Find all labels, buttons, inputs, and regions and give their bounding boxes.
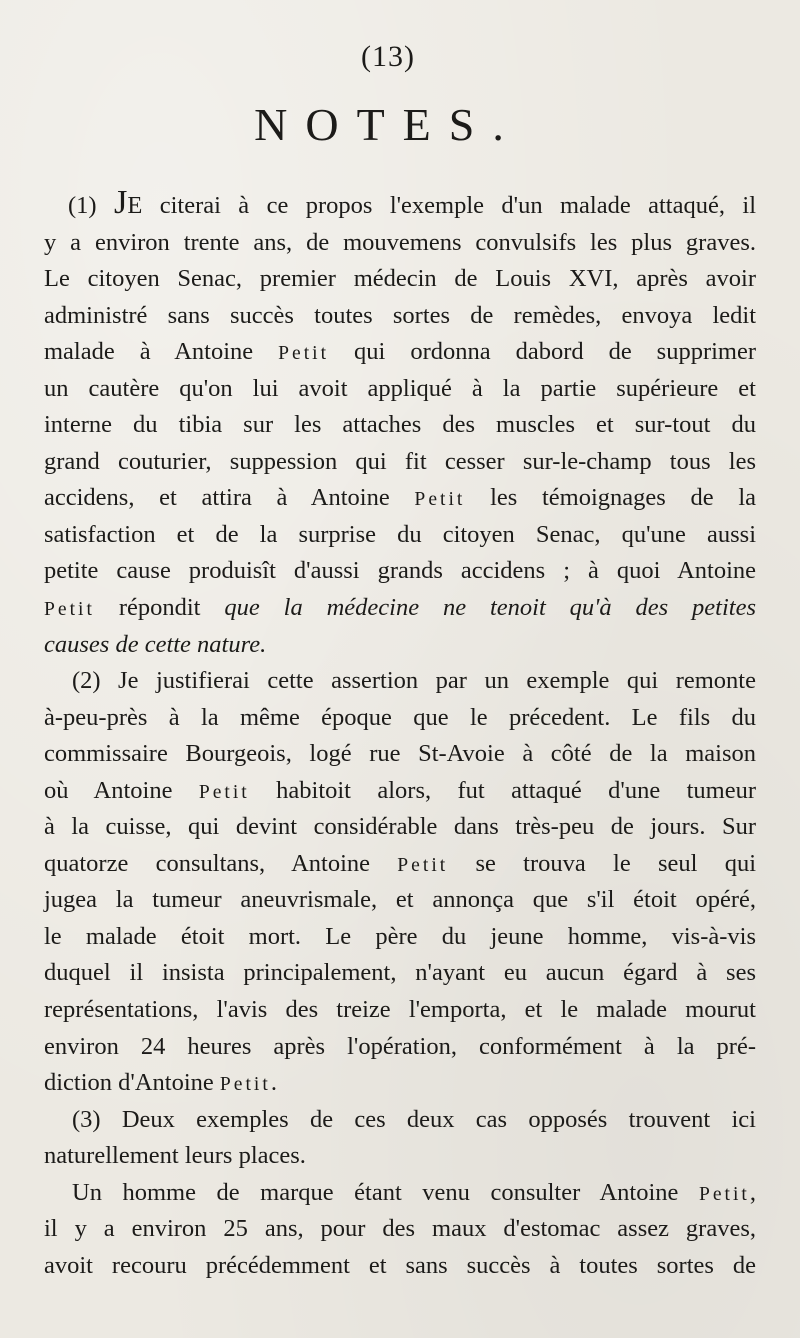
text-line: grand couturier, suppession qui fit cesser sur-le-champ tous les bbox=[44, 447, 756, 475]
text-line: jugea la tumeur aneuvrismale, et annonça que s'il étoit opéré, bbox=[44, 886, 756, 914]
name-petit: Petit bbox=[414, 489, 466, 511]
text-line: malade à Antoine Petit qui ordonna dabord de supprimer bbox=[44, 338, 757, 366]
text-line: petite cause produisît d'aussi grands accidens ; à quoi Antoine bbox=[44, 557, 756, 585]
page-number: (13) bbox=[361, 40, 415, 73]
text-line: satisfaction et de la surprise du citoyen Senac, qu'une aussi bbox=[44, 520, 756, 548]
text-line: Le citoyen Senac, premier médecin de Louis XVI, après avoir bbox=[44, 265, 756, 293]
page-title: NOTES. bbox=[254, 99, 522, 150]
name-petit: Petit bbox=[278, 343, 330, 365]
text-line: y a environ trente ans, de mouvemens convulsifs les plus graves. bbox=[44, 228, 756, 256]
name-petit: Petit bbox=[44, 599, 95, 621]
text-line: à-peu-près à la même époque que le précedent. Le fils du bbox=[44, 703, 756, 731]
text-line: commissaire Bourgeois, logé rue St-Avoie à côté de la maison bbox=[44, 740, 756, 768]
name-petit: Petit bbox=[219, 1074, 271, 1096]
name-petit: Petit bbox=[698, 1183, 750, 1205]
text-line: (3) Deux exemples de ces deux cas opposés trouvent ici bbox=[72, 1105, 756, 1133]
text-line: duquel il insista principalement, n'ayant eu aucun égard à ses bbox=[44, 959, 756, 987]
italic-quote: que la médecine ne tenoit qu'à des petites bbox=[224, 594, 757, 622]
name-petit: Petit bbox=[198, 781, 250, 803]
note-number: (1) bbox=[68, 192, 97, 219]
text-line: Un homme de marque étant venu consulter Antoine Petit, bbox=[72, 1178, 756, 1206]
text-line: quatorze consultans, Antoine Petit se trouva le seul qui bbox=[44, 849, 756, 877]
text-line: Petit répondit que la médecine ne tenoit qu'à des petites bbox=[44, 594, 757, 622]
text-line: administré sans succès toutes sortes de remèdes, envoya ledit bbox=[44, 301, 756, 329]
text-line: à la cuisse, qui devint considérable dans très-peu de jours. Sur bbox=[44, 813, 756, 841]
drop-cap: J bbox=[113, 183, 128, 221]
text-line: avoit recouru précédemment et sans succès à toutes sortes de bbox=[44, 1251, 756, 1279]
notes-body bbox=[44, 183, 757, 1284]
text-line: environ 24 heures après l'opération, conformément à la pré- bbox=[44, 1032, 756, 1060]
italic-quote: causes de cette nature. bbox=[44, 630, 267, 658]
text-line: il y a environ 25 ans, pour des maux d'estomac assez graves, bbox=[44, 1215, 756, 1243]
text-line: (1) JE citerai à ce propos l'exemple d'un malade attaqué, il bbox=[68, 183, 756, 221]
name-petit: Petit bbox=[397, 854, 449, 876]
text-line: interne du tibia sur les attaches des muscles et sur-tout du bbox=[44, 411, 756, 439]
text-line: (2) Je justifierai cette assertion par un exemple qui remonte bbox=[72, 667, 756, 695]
text-line: un cautère qu'on lui avoit appliqué à la partie supérieure et bbox=[44, 374, 756, 402]
text-line: naturellement leurs places. bbox=[44, 1142, 306, 1170]
text-line: où Antoine Petit habitoit alors, fut attaqué d'une tumeur bbox=[44, 776, 756, 804]
text-line: le malade étoit mort. Le père du jeune homme, vis-à-vis bbox=[44, 922, 756, 950]
text-line: accidens, et attira à Antoine Petit les témoignages de la bbox=[44, 484, 756, 512]
text-line: représentations, l'avis des treize l'emporta, et le malade mourut bbox=[44, 996, 756, 1024]
text-line: diction d'Antoine Petit. bbox=[44, 1069, 277, 1097]
text-line bbox=[44, 627, 756, 664]
